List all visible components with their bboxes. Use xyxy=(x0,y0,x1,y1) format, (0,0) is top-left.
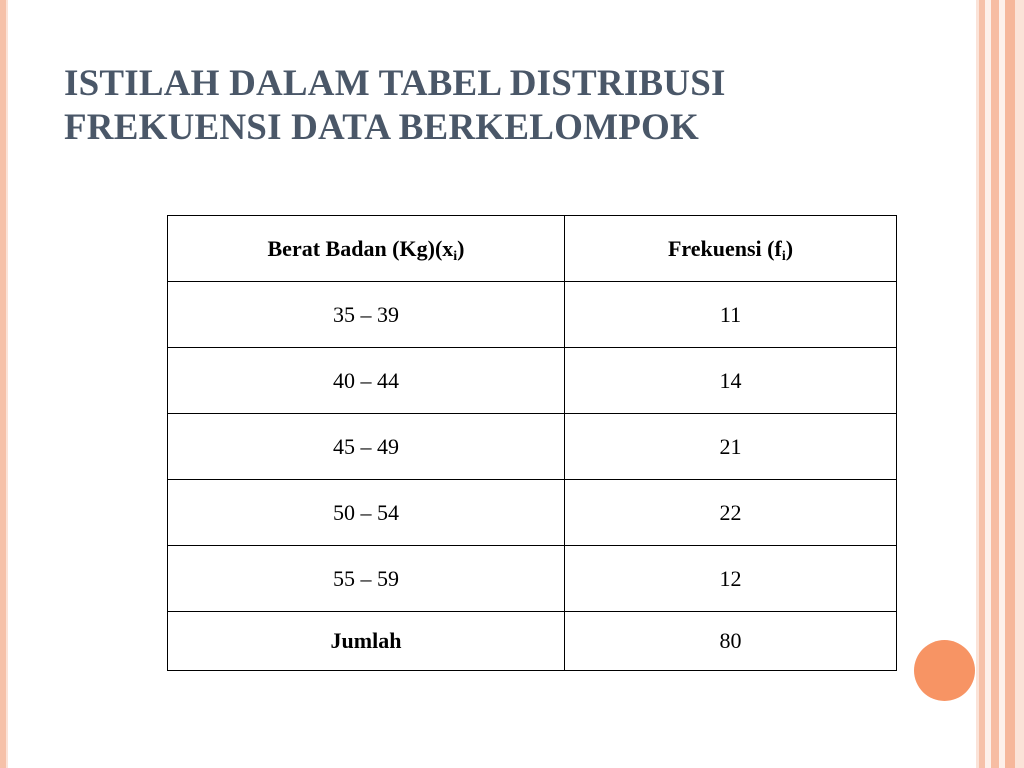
slide-title xyxy=(64,62,924,150)
total-label: Jumlah xyxy=(168,612,565,671)
table-row xyxy=(168,480,897,546)
cell-weight-range: 35 – 39 xyxy=(168,282,565,348)
table-header-row xyxy=(168,216,897,282)
cell-frequency: 14 xyxy=(565,348,897,414)
cell-weight-range: 40 – 44 xyxy=(168,348,565,414)
cell-weight-range: 50 – 54 xyxy=(168,480,565,546)
cell-weight-range: 45 – 49 xyxy=(168,414,565,480)
decorative-orange-circle xyxy=(914,640,975,701)
table-row xyxy=(168,414,897,480)
slide-title-line-2: FREKUENSI DATA BERKELOMPOK xyxy=(64,107,699,148)
table-row xyxy=(168,282,897,348)
frequency-distribution-table xyxy=(167,215,897,671)
header-frequency: Frekuensi $(f_i)$ xyxy=(565,216,897,282)
cell-frequency: 11 xyxy=(565,282,897,348)
total-value: 80 xyxy=(565,612,897,671)
table-row xyxy=(168,546,897,612)
left-frame-border xyxy=(0,0,6,768)
cell-frequency: 12 xyxy=(565,546,897,612)
cell-frequency: 21 xyxy=(565,414,897,480)
header-weight: Berat Badan $(Kg)(x_i)$ xyxy=(168,216,565,282)
table-total-row xyxy=(168,612,897,671)
cell-weight-range: 55 – 59 xyxy=(168,546,565,612)
slide-title-line-1: ISTILAH DALAM TABEL DISTRIBUSI xyxy=(64,63,726,104)
right-decorative-stripes xyxy=(976,0,1024,768)
table-row xyxy=(168,348,897,414)
cell-frequency: 22 xyxy=(565,480,897,546)
